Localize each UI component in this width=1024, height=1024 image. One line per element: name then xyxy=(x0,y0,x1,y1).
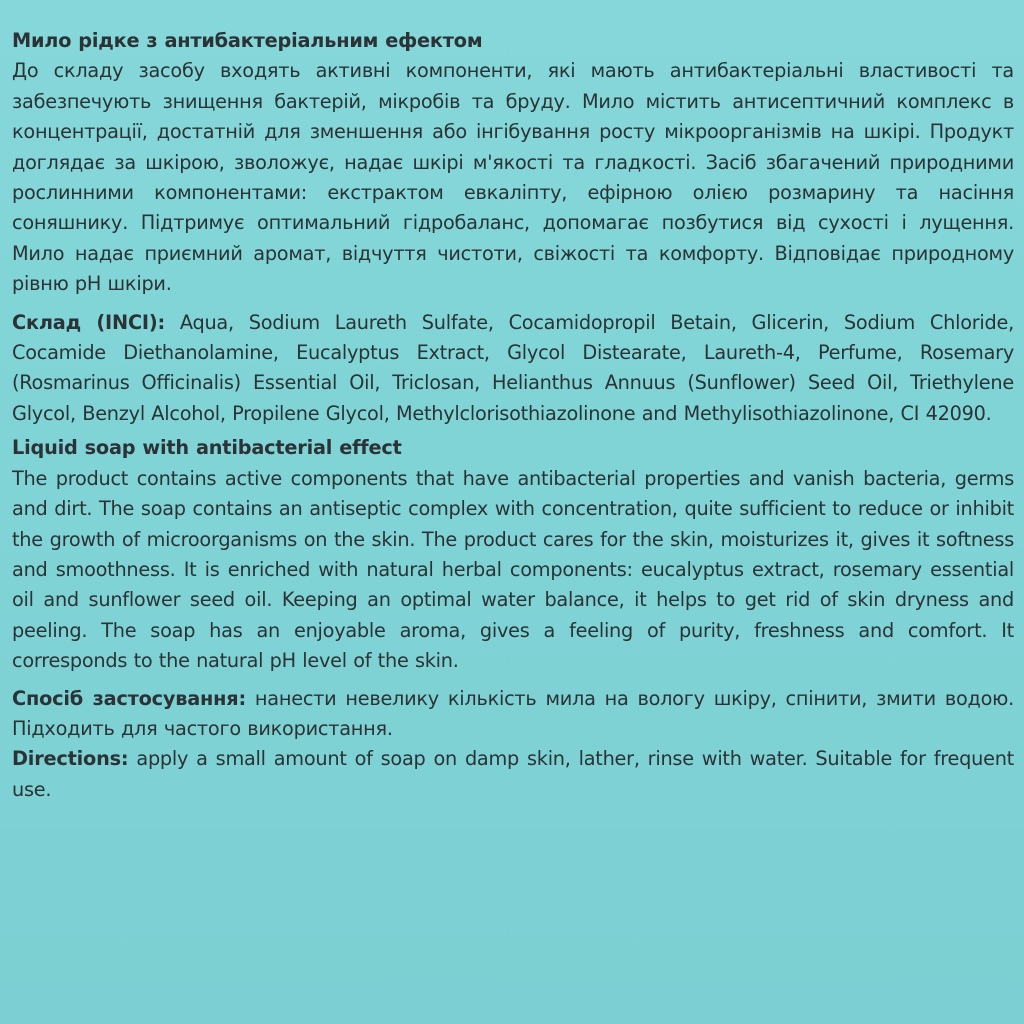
ua-description-section xyxy=(12,26,1014,300)
en-title-text: Liquid soap with antibacterial effect xyxy=(12,436,402,460)
ua-directions-paragraph xyxy=(12,684,1014,745)
en-directions-text: apply a small amount of soap on damp skin, lather, rinse with water. Suitable for frequent use. xyxy=(12,747,1014,801)
ua-directions-section xyxy=(12,684,1014,745)
ua-description-text: До складу засобу входять активні компоненти, які мають антибактеріальні властивості та забезпечують знищення бактерій, мікробів та бруду. Мило містить антисептичний комплекс в концентрації, достатній для зменшення або інгібування росту мікроорганізмів на шкірі. Продукт доглядає за шкірою, зволожує, надає шкірі м'якості та гладкості. Засіб збагачений природними рослинними компонентами: екстрактом евкаліпту, ефірною олією розмарину та насіння соняшнику. Підтримує оптимальний гідробаланс, допомагає позбутися від сухості і лущення. Мило надає приємний аромат, відчуття чистоти, свіжості та комфорту. Відповідає природному рівню pH шкіри. xyxy=(12,59,1014,296)
composition-paragraph xyxy=(12,308,1014,430)
en-directions-section xyxy=(12,744,1014,805)
ua-directions-label: Спосіб застосування: xyxy=(12,686,246,710)
composition-text: Aqua, Sodium Laureth Sulfate, Cocamidopropil Betain, Glicerin, Sodium Chloride, Cocamide Diethanolamine, Eucalyptus Extract, Glycol Distearate, Laureth-4, Perfume, Rosemary (Rosmarinus Officinalis) Essential Oil, Triclosan, Helianthus Annuus (Sunflower) Seed Oil, Triethylene Glycol, Benzyl Alcohol, Propilene Glycol, Methylclorisothiazolinone and Methylisothiazolinone, CI 42090. xyxy=(12,310,1015,425)
composition-section xyxy=(12,308,1014,430)
ua-directions-text: нанести невелику кількість мила на вологу шкіру, спінити, змити водою. Підходить для частого використання. xyxy=(12,686,1014,740)
en-description-title xyxy=(12,433,1014,463)
en-directions-label: Directions: xyxy=(12,747,129,771)
ua-description-title xyxy=(12,26,1014,56)
en-directions-paragraph xyxy=(12,744,1014,805)
en-description-section xyxy=(12,433,1014,676)
en-description-text: The product contains active components that have antibacterial properties and vanish bacteria, germs and dirt. The soap contains an antiseptic complex with concentration, quite sufficient to reduce or inhibit the growth of microorganisms on the skin. The product cares for the skin, moisturizes it, gives it softness and smoothness. It is enriched with natural herbal components: eucalyptus extract, rosemary essential oil and sunflower seed oil. Keeping an optimal water balance, it helps to get rid of skin dryness and peeling. The soap has an enjoyable aroma, gives a feeling of purity, freshness and comfort. It corresponds to the natural pH level of the skin. xyxy=(12,466,1014,673)
product-label xyxy=(12,26,1014,805)
ua-title-text: Мило рідке з антибактеріальним ефектом xyxy=(12,29,483,52)
composition-label: Склад (INCI): xyxy=(12,310,166,334)
